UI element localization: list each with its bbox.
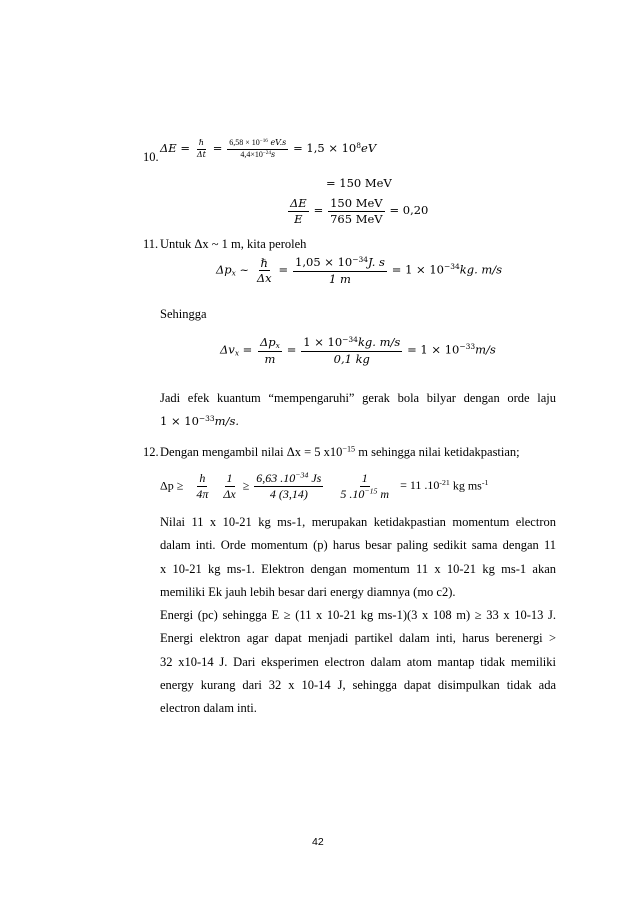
- delta-p: Δp: [259, 335, 276, 349]
- numerator-exponent: −34: [342, 334, 358, 344]
- momentum-equation: [216, 256, 502, 285]
- uncertainty-result: = 11 .10: [400, 478, 440, 493]
- planck-value: 6,63 .10: [256, 471, 296, 485]
- delta-e-over-e: [288, 197, 309, 225]
- dx-exponent: −15: [364, 486, 378, 496]
- delta-v-lhs: Δv: [220, 342, 235, 357]
- one: 1: [225, 472, 235, 487]
- delta-t: Δt: [196, 149, 206, 159]
- x-subscript: x: [234, 348, 240, 358]
- numerator-unit: J. s: [367, 255, 385, 269]
- result-exponent: −34: [444, 262, 460, 272]
- item-12-paragraph: [160, 511, 556, 721]
- hbar-symbol: ℏ: [197, 139, 206, 150]
- item-12-intro: [160, 445, 520, 460]
- numerator-exponent: −16: [259, 138, 268, 145]
- sehingga-label: Sehingga: [160, 307, 207, 321]
- mev-numerator: 150 MeV: [330, 196, 383, 210]
- result-exponent: −33: [459, 342, 476, 352]
- delta-x: Δx: [256, 271, 272, 286]
- paragraph-line: Nilai 11 x 10-21 kg ms-1, merupakan ketidakpastian momentum electron: [160, 515, 556, 529]
- dp-over-m: [258, 336, 282, 365]
- energy-fraction: [227, 139, 288, 160]
- velocity-result: = 1 × 10: [407, 342, 460, 357]
- result-unit: m/s: [475, 342, 496, 357]
- delta-p-lhs: Δp: [216, 262, 232, 277]
- delta-p-lhs: Δp ≥: [160, 478, 184, 493]
- denominator-unit: s: [271, 149, 276, 159]
- item-11-conclusion: [160, 387, 556, 434]
- conclusion-exponent: −33: [198, 414, 215, 424]
- dx-value: 5 .10: [340, 487, 365, 502]
- numerator-exponent: −34: [352, 254, 368, 264]
- ratio-numerator: ΔE: [290, 196, 307, 210]
- item-12-number: 12.: [143, 445, 159, 459]
- four-pi: 4π: [196, 487, 209, 502]
- denominator: 0,1 kg: [333, 351, 370, 366]
- result-exponent: 8: [356, 140, 362, 150]
- numerator-unit: eV.s: [267, 138, 287, 147]
- result-unit: kg. m/s: [459, 262, 503, 277]
- equals-sign-2: =: [286, 342, 297, 357]
- item-10-equation: [160, 139, 376, 160]
- planck-exponent: −34: [295, 470, 309, 480]
- paragraph-line: dalam inti. Orde momentum (p) harus besar paling sedikit sama dengan 11: [160, 538, 556, 553]
- conclusion-line-2: [160, 410, 556, 433]
- intro-text-b: m sehingga nilai ketidakpastian;: [355, 445, 520, 459]
- numerator: 1 × 10: [303, 335, 343, 349]
- item-10-mev-line: = 150 MeV: [326, 176, 392, 190]
- momentum-fraction: [293, 256, 387, 285]
- dx-unit: m: [377, 487, 390, 502]
- result-unit: eV: [361, 140, 377, 155]
- intro-text-a: Dengan mengambil nilai Δx = 5 x10: [160, 445, 343, 459]
- result-exponent: -21: [439, 478, 450, 488]
- sim-sign: ~: [235, 262, 253, 277]
- item-11-intro: Untuk Δx ~ 1 m, kita peroleh: [160, 237, 307, 251]
- one: 1: [360, 472, 370, 487]
- item-11-number: 11.: [143, 237, 159, 251]
- fraction-numerator: 6,58 × 10: [229, 138, 260, 147]
- equals-sign: =: [239, 342, 256, 357]
- hbar-over-dx: [255, 257, 274, 285]
- equals-sign: =: [212, 140, 223, 155]
- mev-denominator: 765 MeV: [330, 211, 383, 226]
- mev-ratio: [328, 197, 385, 225]
- equals-sign: =: [278, 262, 289, 277]
- intro-exponent: −15: [342, 444, 356, 454]
- mass: m: [264, 351, 276, 366]
- paragraph-line: Energi elektron agar dapat menjadi partikel dalam inti, harus berenergi >: [160, 631, 556, 646]
- conclusion-unit: m/s.: [214, 414, 240, 429]
- x-subscript: x: [231, 268, 236, 278]
- velocity-fraction: [301, 336, 402, 365]
- x-subscript: x: [275, 341, 280, 351]
- numerator: 1,05 × 10: [295, 255, 353, 269]
- page-number: 42: [312, 836, 324, 848]
- hbar-symbol: ℏ: [260, 255, 268, 270]
- numerator-unit: kg. m/s: [357, 335, 401, 349]
- conclusion-value: 1 × 10: [160, 414, 199, 429]
- one-over-dx: [221, 472, 237, 501]
- denominator: 1 m: [329, 271, 351, 286]
- unit-exponent: -1: [481, 478, 489, 488]
- hbar-over-dt: [195, 139, 208, 160]
- paragraph-line: x 10-21 kg ms-1. Elektron dengan momentum 11 x 10-21 kg ms-1 akan: [160, 561, 556, 576]
- planck-unit: Js: [308, 471, 322, 485]
- result-unit: kg ms: [449, 478, 482, 493]
- uncertainty-inequality: [160, 472, 488, 501]
- ratio-result: = 0,20: [389, 202, 429, 217]
- one-over-dx-value: [338, 472, 391, 501]
- paragraph-line: Energi (pc) sehingga E ≥ (11 x 10-21 kg ms-1)(3 x 108 m) ≥ 33 x 10-13 J.: [160, 608, 556, 623]
- ratio-denominator: E: [294, 211, 303, 226]
- conclusion-line-1: Jadi efek kuantum “mempengaruhi” gerak bola bilyar dengan orde laju: [160, 391, 556, 405]
- ge-sign: ≥: [242, 478, 250, 493]
- item-10-ratio: [286, 197, 428, 225]
- paragraph-line: electron dalam inti.: [160, 701, 257, 716]
- delta-e-result: = 1,5 × 10: [293, 140, 357, 155]
- velocity-equation: [220, 336, 496, 365]
- ratio-equals: =: [313, 202, 324, 217]
- paragraph-line: 32 x10-14 J. Dari eksperimen electron dalam atom mantap tidak memiliki: [160, 654, 556, 669]
- delta-x: Δx: [223, 487, 236, 502]
- h-over-4pi: [194, 472, 210, 501]
- momentum-result: = 1 × 10: [391, 262, 444, 277]
- h-symbol: h: [197, 472, 207, 487]
- paragraph-line: energy kurang dari 32 x 10-14 J, sehingga dapat disimpulkan tidak ada: [160, 678, 556, 693]
- denominator-exponent: −24: [262, 149, 271, 156]
- paragraph-line: memiliki Ek jauh lebih besar dari energy diamnya (mo c2).: [160, 584, 456, 599]
- delta-e-lhs: ΔE =: [160, 140, 190, 155]
- item-10-number: 10.: [143, 150, 159, 164]
- fraction-denominator: 4,4×10: [240, 149, 263, 159]
- four-pi-value: 4 (3,14): [269, 487, 308, 502]
- planck-fraction: [254, 472, 323, 501]
